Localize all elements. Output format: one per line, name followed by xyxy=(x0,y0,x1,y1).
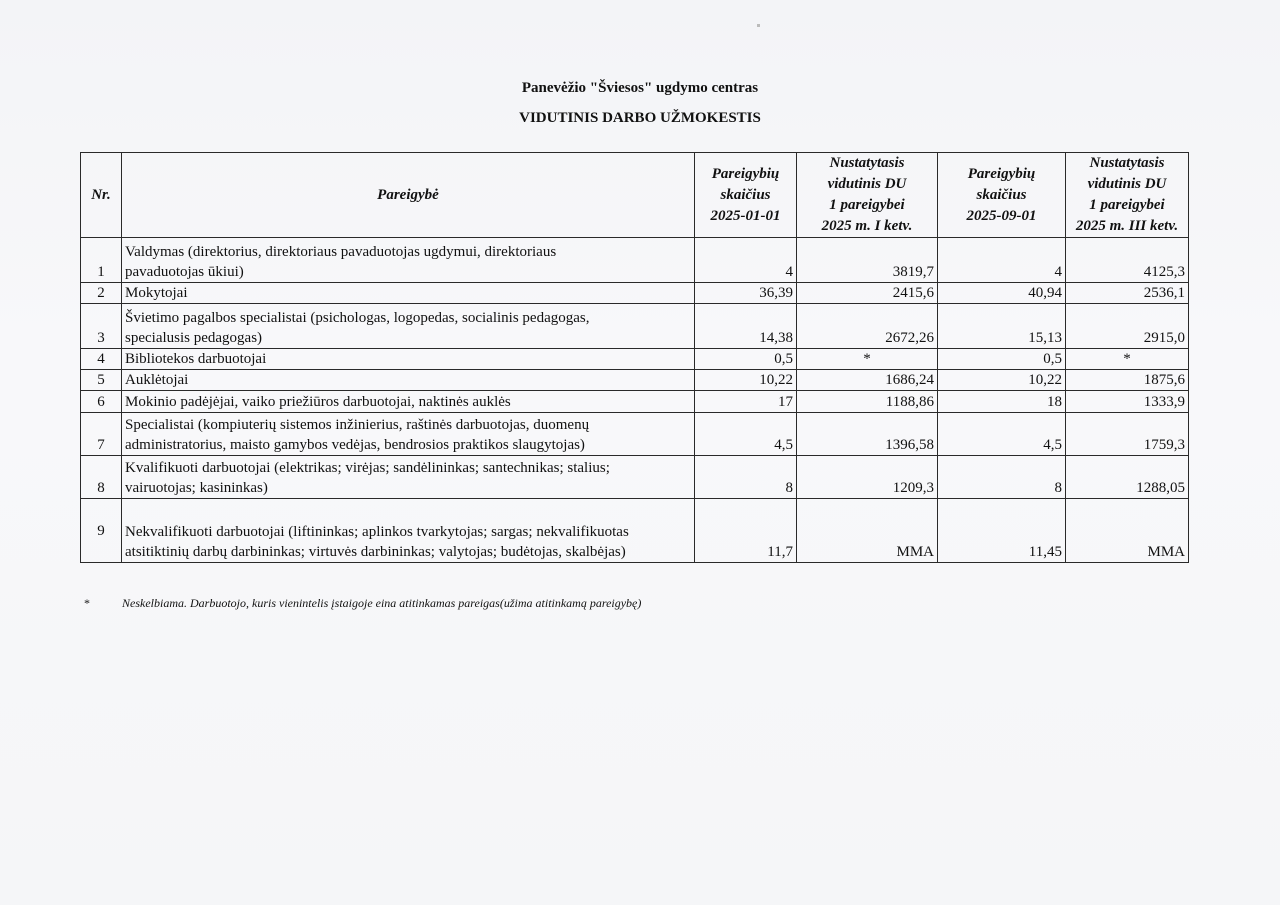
row-count-sep: 11,45 xyxy=(938,499,1066,563)
table-row xyxy=(81,456,1189,499)
row-avg-q3: MMA xyxy=(1066,499,1189,563)
footnote-asterisk: * xyxy=(84,596,90,610)
row-position xyxy=(122,456,695,499)
table-row xyxy=(81,391,1189,413)
header-line: Nustatytasis xyxy=(1089,155,1165,171)
row-avg-q1: 2415,6 xyxy=(797,283,938,304)
row-count-sep: 4 xyxy=(938,238,1066,283)
row-count-jan: 14,38 xyxy=(695,304,797,349)
header-line: 1 pareigybei xyxy=(829,197,905,213)
table-row xyxy=(81,499,1189,563)
header-nr: Nr. xyxy=(81,153,122,238)
row-avg-q3: 4125,3 xyxy=(1066,238,1189,283)
row-position xyxy=(122,283,695,304)
row-avg-q1: MMA xyxy=(797,499,938,563)
row-nr: 8 xyxy=(81,456,122,499)
row-count-jan: 4,5 xyxy=(695,413,797,456)
row-avg-q1-undisclosed: * xyxy=(797,349,938,370)
row-nr: 5 xyxy=(81,370,122,391)
row-avg-q3: 1759,3 xyxy=(1066,413,1189,456)
header-line: skaičius xyxy=(720,186,771,203)
row-avg-q1: 1686,24 xyxy=(797,370,938,391)
row-avg-q3: 1288,05 xyxy=(1066,456,1189,499)
row-nr: 9 xyxy=(81,499,122,563)
row-position xyxy=(122,391,695,413)
document-title: VIDUTINIS DARBO UŽMOKESTIS xyxy=(519,110,761,126)
row-nr: 6 xyxy=(81,391,122,413)
position-line: Mokinio padėjėjai, vaiko priežiūros darbuotojai, naktinės auklės xyxy=(125,394,511,410)
position-line: vairuotojas; kasininkas) xyxy=(125,480,268,496)
row-avg-q1: 1209,3 xyxy=(797,456,938,499)
row-position xyxy=(122,304,695,349)
position-line: pavaduotojas ūkiui) xyxy=(125,264,244,280)
table-row xyxy=(81,304,1189,349)
footnote-text: Neskelbiama. Darbuotojo, kuris vienintelis įstaigoje eina atitinkamas pareigas(užima atitinkamą pareigybę) xyxy=(122,596,642,610)
footnote xyxy=(84,596,641,611)
row-avg-q1: 1188,86 xyxy=(797,391,938,413)
position-line: specialusis pedagogas) xyxy=(125,330,263,346)
table-row xyxy=(81,283,1189,304)
scan-speck xyxy=(757,24,760,27)
position-line: Auklėtojai xyxy=(125,372,189,388)
salary-table xyxy=(80,152,1189,563)
position-line: Nekvalifikuoti darbuotojai (liftininkas; aplinkos tvarkytojas; sargas; nekvalifikuotas xyxy=(125,524,629,540)
row-position xyxy=(122,349,695,370)
table-header-row xyxy=(81,153,1189,238)
table-row xyxy=(81,349,1189,370)
header-line: 2025-09-01 xyxy=(966,207,1037,224)
header-line: vidutinis DU xyxy=(827,176,907,192)
row-avg-q3-undisclosed: * xyxy=(1066,349,1189,370)
row-count-jan: 8 xyxy=(695,456,797,499)
header-line: 1 pareigybei xyxy=(1089,197,1165,213)
header-line: skaičius xyxy=(976,186,1027,203)
row-position xyxy=(122,238,695,283)
institution-name: Panevėžio "Šviesos" ugdymo centras xyxy=(521,80,759,96)
position-line: administratorius, maisto gamybos vedėjas, bendrosios praktikos slaugytojas) xyxy=(125,437,585,453)
row-avg-q3: 1333,9 xyxy=(1066,391,1189,413)
position-line: Švietimo pagalbos specialistai (psichologas, logopedas, socialinis pedagogas, xyxy=(125,310,590,326)
row-nr: 3 xyxy=(81,304,122,349)
row-count-jan: 10,22 xyxy=(695,370,797,391)
header-line: vidutinis DU xyxy=(1087,176,1167,192)
position-line: Valdymas (direktorius, direktoriaus pavaduotojas ugdymui, direktoriaus xyxy=(125,244,557,260)
row-avg-q1: 1396,58 xyxy=(797,413,938,456)
row-count-sep: 15,13 xyxy=(938,304,1066,349)
header-avg-q3 xyxy=(1066,153,1189,238)
header-avg-q1 xyxy=(797,153,938,238)
row-position xyxy=(122,413,695,456)
row-nr: 2 xyxy=(81,283,122,304)
row-count-sep: 40,94 xyxy=(938,283,1066,304)
row-nr: 4 xyxy=(81,349,122,370)
row-count-sep: 0,5 xyxy=(938,349,1066,370)
header-line: 2025 m. III ketv. xyxy=(1075,218,1179,234)
row-count-jan: 17 xyxy=(695,391,797,413)
row-count-jan: 4 xyxy=(695,238,797,283)
header-line: 2025-01-01 xyxy=(710,207,781,224)
row-count-sep: 10,22 xyxy=(938,370,1066,391)
row-avg-q3: 2915,0 xyxy=(1066,304,1189,349)
row-avg-q3: 1875,6 xyxy=(1066,370,1189,391)
header-line: 2025 m. I ketv. xyxy=(821,218,913,234)
row-position xyxy=(122,499,695,563)
position-line: Bibliotekos darbuotojai xyxy=(125,351,267,367)
row-avg-q1: 3819,7 xyxy=(797,238,938,283)
header-count-jan xyxy=(695,153,797,238)
position-line: Mokytojai xyxy=(125,285,188,301)
row-count-sep: 18 xyxy=(938,391,1066,413)
header-count-sep xyxy=(938,153,1066,238)
row-avg-q3: 2536,1 xyxy=(1066,283,1189,304)
header-line: Pareigybių xyxy=(711,165,780,182)
header-line: Nustatytasis xyxy=(829,155,905,171)
row-avg-q1: 2672,26 xyxy=(797,304,938,349)
row-nr: 1 xyxy=(81,238,122,283)
row-count-sep: 4,5 xyxy=(938,413,1066,456)
row-position xyxy=(122,370,695,391)
row-count-jan: 11,7 xyxy=(695,499,797,563)
position-line: Kvalifikuoti darbuotojai (elektrikas; virėjas; sandėlininkas; santechnikas; stalius; xyxy=(125,460,610,476)
row-count-jan: 0,5 xyxy=(695,349,797,370)
table-row xyxy=(81,238,1189,283)
header-line: Pareigybių xyxy=(967,165,1036,182)
table-row xyxy=(81,413,1189,456)
header-position: Pareigybė xyxy=(122,153,695,238)
row-nr: 7 xyxy=(81,413,122,456)
position-line: atsitiktinių darbų darbininkas; virtuvės darbininkas; valytojas; budėtojas, skalbėjas) xyxy=(125,544,626,560)
position-line: Specialistai (kompiuterių sistemos inžinierius, raštinės darbuotojas, duomenų xyxy=(125,417,590,433)
row-count-sep: 8 xyxy=(938,456,1066,499)
row-count-jan: 36,39 xyxy=(695,283,797,304)
table-row xyxy=(81,370,1189,391)
